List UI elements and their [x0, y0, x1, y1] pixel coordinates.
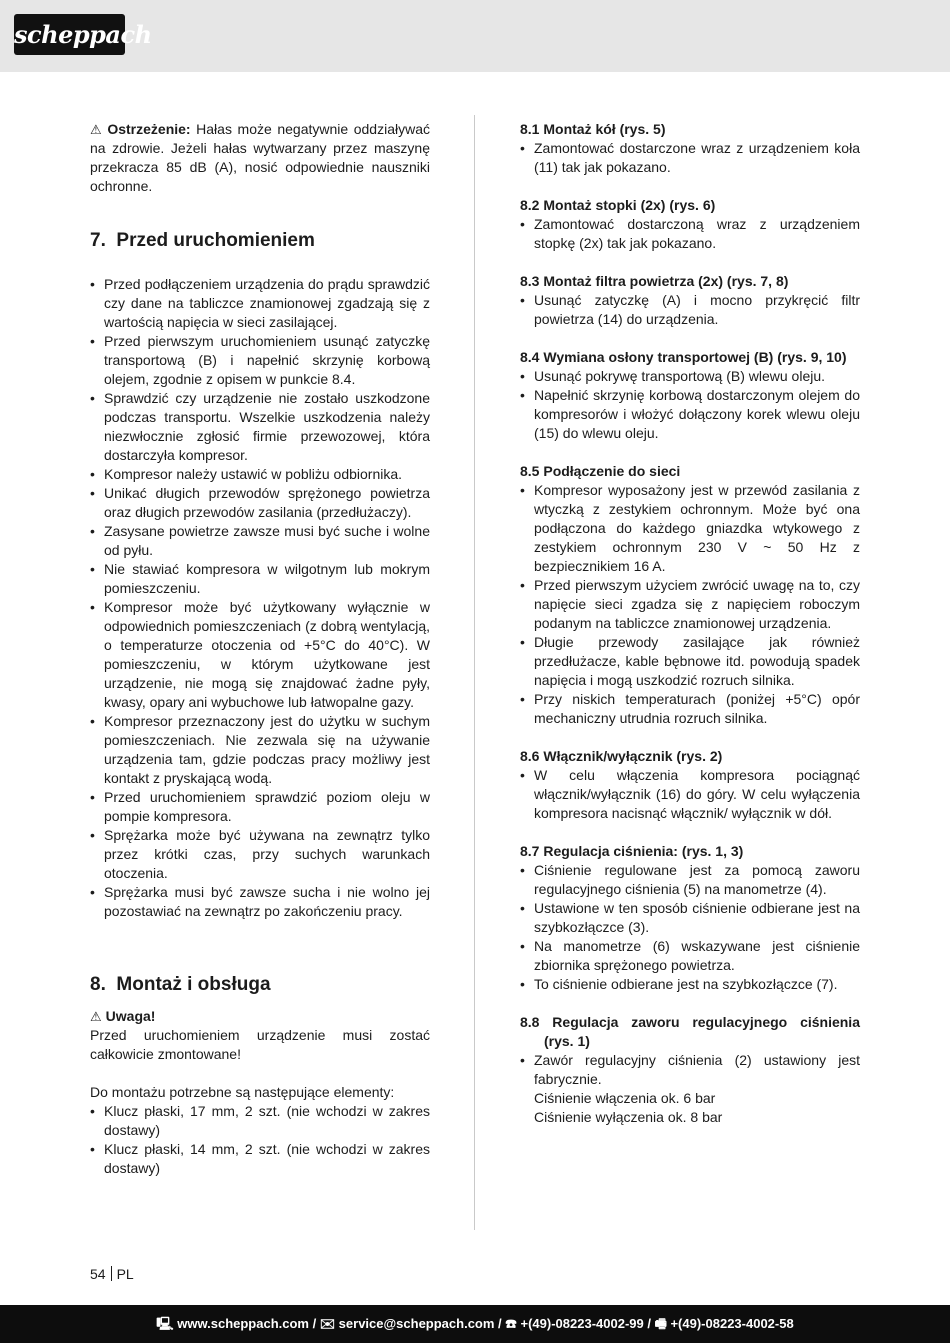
list-item: • Na manometrze (6) wskazywane jest ciśnienie zbiornika sprężonego powietrza.: [520, 937, 860, 975]
footer-separator: /: [494, 1316, 506, 1331]
warning-label: Ostrzeżenie:: [107, 121, 191, 137]
list-item: • Nie stawiać kompresora w wilgotnym lub mokrym pomieszczeniu.: [90, 560, 430, 598]
phone-icon: ☎: [505, 1316, 521, 1331]
section-8-7-list: [520, 861, 860, 994]
section-8-heading: 8. Montaż i obsługa: [90, 974, 271, 995]
footer-separator: /: [643, 1316, 655, 1331]
right-column: [520, 120, 860, 1127]
page-number-value: 54: [90, 1266, 106, 1282]
list-item: • Kompresor może być użytkowany wyłącznie w odpowiednich pomieszczeniach (z dobrą wentylacją, o temperaturze otoczenia od +5°C do 40°C). W pomieszczeniu, w którym użytkowane jest urządzenie, nie mogą się znajdować żadne pyły, kwasy, opary ani wybuchowe lub łatwopalne gazy.: [90, 598, 430, 712]
list-item: • Usunąć zatyczkę (A) i mocno przykręcić filtr powietrza (14) do urządzenia.: [520, 291, 860, 329]
list-item: • Zawór regulacyjny ciśnienia (2) ustawiony jest fabrycznie.: [520, 1051, 860, 1089]
section-7-list: [90, 275, 430, 921]
column-divider: [474, 115, 475, 1230]
email-icon: ✉: [319, 1316, 339, 1331]
section-8-8-heading: [520, 1013, 860, 1032]
list-item: • Przy niskich temperaturach (poniżej +5°C) opór mechaniczny utrudnia rozruch silnika.: [520, 690, 860, 728]
list-item: • Zamontować dostarczoną wraz z urządzeniem stopkę (2x) tak jak pokazano.: [520, 215, 860, 253]
computer-icon: 🖳: [156, 1316, 178, 1331]
warning-text: Hałas może negatywnie oddziaływać na zdrowie. Jeżeli hałas wytwarzany przez maszynę przekracza 85 dB (A), nosić odpowiednie nauszniki ochronne.: [90, 121, 430, 194]
attention-label: Uwaga!: [105, 1008, 156, 1024]
section-8-1-list: [520, 139, 860, 177]
list-item: • Usunąć pokrywę transportową (B) wlewu oleju.: [520, 367, 860, 386]
list-item: • Napełnić skrzynię korbową dostarczonym olejem do kompresorów i włożyć dołączony korek wlewu oleju (15) do wlewu oleju.: [520, 386, 860, 443]
section-8-8-list: [520, 1051, 860, 1089]
list-item: • Kompresor wyposażony jest w przewód zasilania z wtyczką z zestykiem ochronnym. Może być ona podłączona do każdego gniazdka wtykowego z zestykiem ochronnym 230 V ~ 50 Hz z bezpiecznikiem 16 A.: [520, 481, 860, 576]
warning-triangle-icon: ⚠: [90, 1009, 102, 1024]
tools-list: [90, 1102, 430, 1178]
list-item: • Przed pierwszym uruchomieniem usunąć zatyczkę transportową (B) i napełnić skrzynię korbową olejem, zgodnie z opisem w punkcie 8.4.: [90, 332, 430, 389]
list-item: • W celu włączenia kompresora pociągnąć włącznik/wyłącznik (16) do góry. W celu wyłączenia kompresora nacisnąć włącznik/ wyłącznik w dół.: [520, 766, 860, 823]
section-8-4-list: [520, 367, 860, 443]
warning-triangle-icon: ⚠: [90, 122, 104, 137]
contact-footer: [0, 1305, 950, 1343]
section-8-6-list: [520, 766, 860, 823]
fax-icon: 🖷: [654, 1316, 671, 1331]
list-item: • Sprężarka musi być zawsze sucha i nie wolno jej pozostawiać na zewnątrz po zakończeniu pracy.: [90, 883, 430, 921]
noise-warning: [90, 120, 430, 196]
section-8-4-heading: 8.4 Wymiana osłony transportowej (B) (rys. 9, 10): [520, 349, 847, 365]
section-8-5-heading: 8.5 Podłączenie do sieci: [520, 463, 681, 479]
section-8-2-heading: 8.2 Montaż stopki (2x) (rys. 6): [520, 197, 716, 213]
attention-heading: [90, 1007, 430, 1026]
footer-email[interactable]: service@scheppach.com: [338, 1316, 495, 1331]
scheppach-logo: scheppach: [14, 14, 125, 55]
section-8-1-heading: 8.1 Montaż kół (rys. 5): [520, 121, 666, 137]
list-item: • To ciśnienie odbierane jest na szybkozłączce (7).: [520, 975, 860, 994]
list-item: • Kompresor należy ustawić w pobliżu odbiornika.: [90, 465, 430, 484]
off-pressure: Ciśnienie wyłączenia ok. 8 bar: [534, 1109, 723, 1125]
section-8-3-heading: 8.3 Montaż filtra powietrza (2x) (rys. 7, 8): [520, 273, 789, 289]
section-8-7-heading: 8.7 Regulacja ciśnienia: (rys. 1, 3): [520, 843, 744, 859]
list-item: • Przed uruchomieniem sprawdzić poziom oleju w pompie kompresora.: [90, 788, 430, 826]
page-header: [0, 0, 950, 72]
list-item: • Kompresor przeznaczony jest do użytku w suchym pomieszczeniach. Nie zezwala się na używanie urządzenia tam, gdzie podczas pracy możliwy jest kontakt z pryskającą wodą.: [90, 712, 430, 788]
section-8-2-list: [520, 215, 860, 253]
left-column: [90, 120, 430, 1178]
footer-fax: +(49)-08223-4002-58: [670, 1316, 794, 1331]
on-pressure: Ciśnienie włączenia ok. 6 bar: [534, 1090, 716, 1106]
page-language: PL: [116, 1266, 134, 1282]
page-separator: [111, 1266, 112, 1281]
list-item: • Przed podłączeniem urządzenia do prądu sprawdzić czy dane na tabliczce znamionowej zgadzają się z wartością napięcia w sieci zasilającej.: [90, 275, 430, 332]
attention-text: Przed uruchomieniem urządzenie musi zostać całkowicie zmontowane!: [90, 1027, 430, 1062]
section-8-8-title: 8.8 Regulacja zaworu regulacyjnego ciśnienia: [520, 1014, 860, 1030]
section-8-8-heading-cont: (rys. 1): [544, 1033, 590, 1049]
list-item: • Zasysane powietrze zawsze musi być suche i wolne od pyłu.: [90, 522, 430, 560]
section-8-6-heading: 8.6 Włącznik/wyłącznik (rys. 2): [520, 748, 723, 764]
footer-website[interactable]: www.scheppach.com: [177, 1316, 309, 1331]
page-number: [90, 1265, 134, 1284]
list-item: • Klucz płaski, 17 mm, 2 szt. (nie wchodzi w zakres dostawy): [90, 1102, 430, 1140]
footer-phone: +(49)-08223-4002-99: [520, 1316, 644, 1331]
list-item: • Ciśnienie regulowane jest za pomocą zaworu regulacyjnego ciśnienia (5) na manometrze (4).: [520, 861, 860, 899]
list-item: • Sprężarka może być używana na zewnątrz tylko przez krótki czas, przy suchych warunkach otoczenia.: [90, 826, 430, 883]
list-item: • Sprawdzić czy urządzenie nie zostało uszkodzone podczas transportu. Wszelkie uszkodzenia należy niezwłocznie zgłosić firmie przewozowej, która dostarczyła kompresor.: [90, 389, 430, 465]
section-8-3-list: [520, 291, 860, 329]
list-item: • Przed pierwszym użyciem zwrócić uwagę na to, czy napięcie sieci zgadza się z napięciem roboczym podanym na tabliczce znamionowej urządzenia.: [520, 576, 860, 633]
section-8-5-list: [520, 481, 860, 728]
section-7-heading: 7. Przed uruchomieniem: [90, 230, 315, 251]
tools-intro: Do montażu potrzebne są następujące elementy:: [90, 1084, 395, 1100]
list-item: • Zamontować dostarczone wraz z urządzeniem koła (11) tak jak pokazano.: [520, 139, 860, 177]
list-item: • Unikać długich przewodów sprężonego powietrza oraz długich przewodów zasilania (przedłużaczy).: [90, 484, 430, 522]
footer-separator: /: [309, 1316, 320, 1331]
list-item: • Ustawione w ten sposób ciśnienie odbierane jest na szybkozłączce (3).: [520, 899, 860, 937]
list-item: • Długie przewody zasilające jak również przedłużacze, kable bębnowe itd. powodują spadek napięcia i mogą uszkodzić rozruch silnika.: [520, 633, 860, 690]
list-item: • Klucz płaski, 14 mm, 2 szt. (nie wchodzi w zakres dostawy): [90, 1140, 430, 1178]
